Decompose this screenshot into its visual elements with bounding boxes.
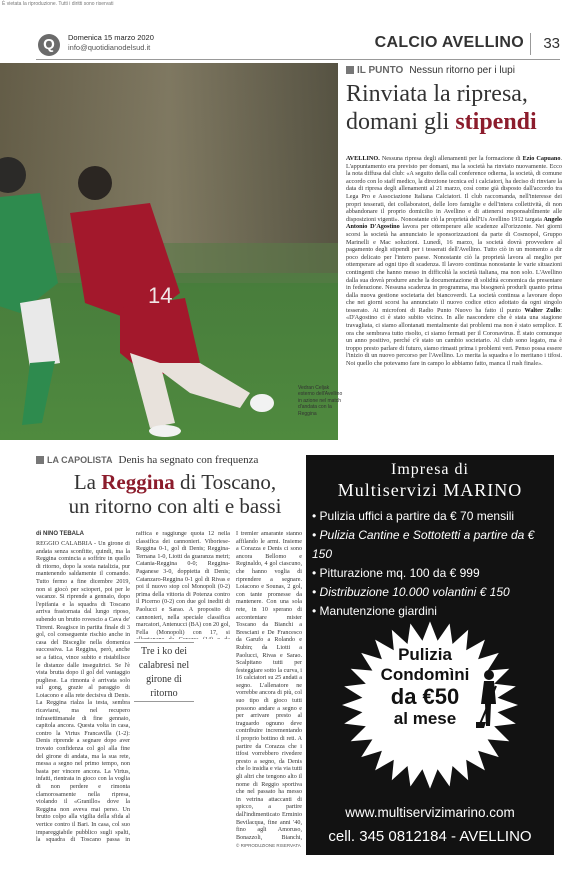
match-photo-illustration (0, 63, 338, 440)
burst-line-3: da €50 (390, 684, 460, 709)
pull-quote: Tre i ko dei calabresi nel girone di ritorno (134, 642, 194, 702)
top-article-headline (346, 80, 566, 136)
section-title: CALCIO AVELLINO (374, 34, 524, 51)
byline: di NINO TEBALA (36, 531, 84, 537)
multiservizi-marino-ad[interactable] (306, 455, 554, 855)
copyright-notice: © RIPRODUZIONE RISERVATA (236, 843, 301, 848)
page-header (36, 30, 560, 60)
kicker-label: IL PUNTO (357, 65, 404, 76)
article-column-2-top: raffica e raggiunge quota 12 nella classifica dei cannonieri. Viboriese-Reggina 0-1, gol di Denis; Reggina-Ternana 1-0, Liotti da guaranza metri; Catania-Reggina 0-0; Reggina-Paganese 3-0, doppietta di Denis; Catanzaro-Reggina 0-1 gol di Rivas e poi il nuovo stop col Monopoli (0-2) prima della vittoria di Potenza contro il Picerno (0-2) con due gol inediti di Paolucci e Sarao. A proposito di cannonieri, nella speciale classifica marcatori, Antenucci (BA) con 20 gol, Fella (Monopoli) con 17, si (136, 531, 230, 636)
ad-phone-number[interactable]: cell. 345 0812184 - AVELLINO (328, 828, 532, 845)
burst-line-2: Condomìni (380, 665, 470, 684)
match-photo (0, 63, 338, 440)
headline-line-1 (50, 470, 300, 494)
headline-word: La (73, 470, 96, 494)
ad-website-link[interactable]: www.multiservizimarino.com (345, 805, 515, 820)
page-number: 33 (530, 33, 560, 55)
headline-word: di Toscano, (180, 470, 277, 494)
headline-line-1: Rinviata la ripresa, (346, 81, 528, 107)
headline-bold-word: stipendi (455, 109, 537, 135)
photo-caption: Vedran Celjak esterno dell'Avellino in azione nel match d'andata con la Reggina (298, 385, 343, 417)
body-name-2: Angelo Antonio D'Agostino (346, 215, 562, 231)
issue-date: Domenica 15 marzo 2020 (68, 33, 154, 42)
quotidiano-logo-icon: Q (38, 34, 60, 56)
headline-line-2: un ritorno con alti e bassi (68, 494, 282, 518)
header-date-block (68, 33, 154, 53)
top-article-kicker (346, 65, 515, 76)
cleaner-figure-icon (476, 668, 502, 728)
headline-bold-word: Reggina (101, 470, 175, 494)
rights-notice: È vietata la riproduzione. Tutti i diritti sono riservati (2, 1, 114, 7)
dateline: AVELLINO. (346, 155, 380, 162)
starburst-text (370, 645, 480, 729)
body-part-1: Nessuna ripresa degli allenamenti per la formazione di (381, 155, 521, 162)
article-column-3: I tremler amarante stanno affilando le armi. Insieme a Corazza e Denis ci sono ancora Bellomo e Reginaldo, 4 gol ciascuno, che hanno voglia di riprendere a segnare. Loiacono e Sounas, 2 gol, con tante promesse da mantenere. Con una sola rete, in 10 sperano di accontentare mister Toscano da Bianchi a Bresciani e De Francesco da Garufo a Rolando e Rubin; da Liotti a Paolucci, Rivas e Sarao. Scalpitano tutti per festeggiare sotto la curva, i 16 calciatori su 25 andati a segno. L'allenatore ne vorrebbe ancora di più, col suo tipo di gioco tutti possono andare a segno e per arrivare presto al traguardo ognuno deve contribuire incrementando il proprio bottino di reti. A partire da Corazza che i tifosi vorrebbero rivedere presto a segno, da Denis che lo insidia e via via tutti gli altri che tengono alto il nome di Reggio sportiva che nel passato ha messo in vetrina attaccanti di spicco, a partire dall'indimenticato Erminio Bevilacqua, fine anni '40, fino agli Amoruso, Bonazzoli, Bianchi, (236, 531, 302, 841)
ad-service-item: • Pulizia Cantine e Sottotetti a partire da € 150 (312, 528, 535, 561)
body-part-4: : «D'Agostino ci è stato subito vicino. In alle nascondere che è stata una stagione travagliata, ci siamo allontanati mentalmente dai problemi ma non è stato semplice. E ora che sembrava tutto risolto, ci siamo fermati per il Coronavirus. È stato comunque un anno positivo, perché c'è stato un cambio societario. Al club sono legato, ma è troppo presto parlare di futuro, siamo rimasti prima i problemi veri. Penso possa essere l'inizio di un nuovo percorso per l'Avellino. Lo merita la squadra e lo meritano i tifosi. Noi quello che potevamo fare in campo lo abbiamo fatto, manca il rush finale». (346, 306, 563, 368)
body-name-1: Ezio Capuano (522, 155, 561, 162)
body-name-3: Walter Zullo (524, 306, 561, 314)
kicker-label: LA CAPOLISTA (47, 455, 113, 465)
kicker-square-icon (346, 66, 354, 74)
body-part-2: . L'appuntamento era previsto per domani, ma la società ha rinviato nuovamente. Ecco la nota diffusa dal club: «A seguito della call conference odierna, la società, di comune accordo con lo staff medico, la direzione tecnica ed i calciatori, ha deciso di rinviare la data di ripresa degli allenamenti al 21 marzo, così come già disposto dall'accordo tra Lega Pro e Associazione Italiana Calciatori. Il club raccomanda, nell'interesse dei propri tesserati, dei collaboratori, delle loro famiglie e dell'intera collettività, di non abbandonare il proprio domicilio in Avellino e di attenersi responsabilmente alle disposizioni vigenti». Nonostante ciò la proprietà dell'Us Avellino 1912 targata (346, 155, 563, 223)
ad-services-list (312, 507, 552, 621)
body-part-3: lavora per ottemperare alle scadenze all'orizzonte. Nei giorni scorsi la società ha annunciato le sponsorizzazioni da parte di Cosmopol, Gruppo Marinelli e Mac soluzioni. Lunedì, 16 marzo, la società dovrà provvedere al pagamento degli stipendi per i tesserati dell'Avellino. Tutto ciò in un momento a dir poco delicato per l'intero paese. Nonostante ciò la proprietà lavora al meglio per ottemperare ad ogni tipo di scadenza. Il lavoro continua nonostante le varie situazioni contingenti che hanno messo in difficoltà la società italiana, ma non solo. L'Avellino dalla sua dovrà produrre anche la documentazione di solidità economica da presentare in federazione. Nessuna scadenza in programma, ma bisognerà produrli quanto prima dalla nuova gestione societaria dei biancoverdi. La società continua a lavorare dopo che nei giorni scorsi ha annunciato il nuovo codice etico adottato da ogni singolo tesserato. Ai microfoni di Radio Punto Nuovo ha fatto il punto (346, 223, 562, 314)
bottom-article-kicker (36, 454, 258, 466)
kicker-subtitle: Denis ha segnato con frequenza (118, 454, 259, 466)
kicker-square-icon (36, 456, 44, 464)
kicker-subtitle: Nessun ritorno per i lupi (409, 65, 515, 76)
ad-service-item: • Distribuzione 10.000 volantini € 150 (312, 585, 510, 599)
ad-title (306, 455, 554, 500)
contact-email[interactable]: info@quotidianodelsud.it (68, 43, 151, 52)
bottom-article-headline (50, 470, 300, 518)
ad-title-line-1: Impresa di (391, 461, 469, 478)
ad-title-line-2: Multiservizi MARINO (337, 480, 523, 500)
ad-service-item: • Manutenzione giardini (312, 604, 437, 618)
headline-line-2-text: domani gli (346, 109, 450, 135)
burst-line-1: Pulizia (398, 645, 452, 664)
burst-line-4: al mese (393, 709, 457, 728)
headline-line-2 (346, 108, 566, 136)
ad-service-item: • Pitturazione mq. 100 da € 999 (312, 566, 480, 580)
ad-service-item: • Pulizia uffici a partire da € 70 mensili (312, 509, 515, 523)
shirt-number-text: 14 (148, 283, 173, 308)
article-column-1: REGGIO CALABRIA - Un girone di andata senza sconfitte, quindi, ma la Reggina comincia a soffrire in quello di ritorno, dopo la sosta natalizia, pur mantenendo saldamente il comando. Tutto fermo a fine dicembre 2019, non si giocò per scioperi, poi per le vacanze. Si riprende a gennaio, dopo l'epifania e la squadra di Toscano arriva frastornata dal lungo riposo, subendo un brutto rovescio a Cava de' Tirreni. Reagisce in partita finale di 3 gol, col conseguente rischio anche in casa del Bisceglie nella domenica successiva. La Reggina, però, anche se a fatica, vince subito e ristabilisce le distanze dalle inseguitrici. Se l'è vista brutta dopo il gol del vantaggio pugliese. La rimonta è arrivata solo sul gong, grazie al paraggio di Loiacono e alla rete decisiva di Denis. La Reggina rialza la testa, sembra ricaviarsi, ma nel recupero infrasettimanale di fine gennaio, capitola ancora. Questa volta in casa, contro la Virtus Francavilla (1-2): Denis riprende a segnare dopo aver trovato confidenza col gol alla fine del girone di andata, ma la sua rete, messa a segno nel primo tempo, non basta per vincere ancora. La Virtus, infatti, rientrata in gioco con la voglia di non perdere e rimonta clamorosamente nella ripresa, violando il «Granillo» dove la Reggina non aveva mai perso. Un brutto colpo alla vigilia della sfida al vertice contro il Bari. In casa, col suo impareggiabile pubblico sugli spalti, la squadra di Toscano passa in (36, 541, 130, 843)
top-article-body (346, 155, 562, 368)
